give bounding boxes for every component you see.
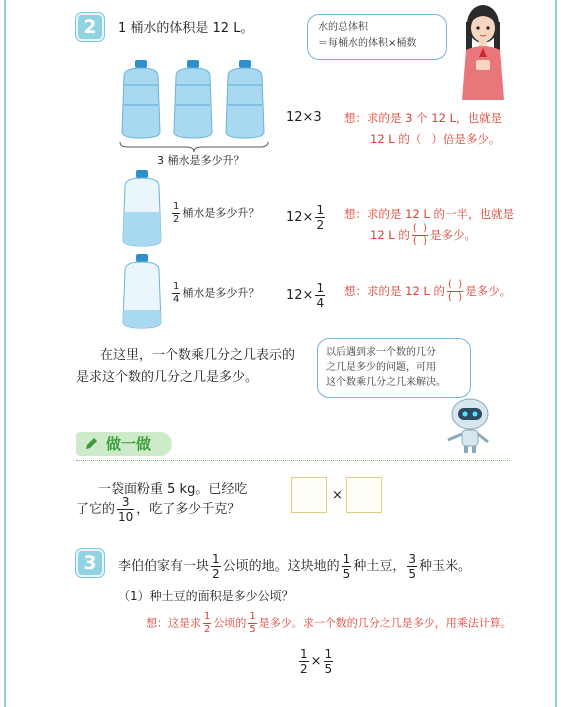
right-border: [555, 0, 557, 707]
answer-box-right[interactable]: [346, 477, 382, 513]
example-number-badge-3: 3: [76, 549, 104, 577]
practice-line-1: 一袋面粉重 5 kg。已经吃: [98, 482, 248, 497]
half-jug-question: $\frac{1}{2}$ 桶水是多少升？: [173, 201, 260, 225]
think-line-1b: 12 L 的（ ）倍是多少。: [370, 132, 501, 146]
times-sign: ×: [332, 488, 343, 503]
think-line-1a: 想：求的是 3 个 12 L，也就是: [344, 111, 502, 125]
robot-bubble-line3: 这个数乘几分之几来解决。: [326, 377, 446, 388]
quarter-jug-question: $\frac{1}{4}$ 桶水是多少升？: [173, 281, 260, 305]
example-number-badge: 2: [76, 13, 104, 41]
pencil-icon: [84, 437, 98, 451]
think-line-2b: 12 L 的 $\frac{( )}{( )}$ 是多少。: [370, 223, 477, 247]
think-line-2a: 想：求的是 12 L 的一半，也就是: [344, 207, 515, 221]
half-filled-jug: [119, 168, 165, 248]
girl-bubble-line2: ＝每桶水的体积×桶数: [318, 38, 417, 49]
three-water-jugs: [118, 58, 270, 140]
example-intro: 1 桶水的体积是 12 L。: [118, 21, 254, 36]
girl-bubble-line1: 水的总体积: [318, 22, 368, 33]
answer-box-left[interactable]: [291, 477, 327, 513]
example3-statement: 李伯伯家有一块 $\frac{1}{2}$ 公顷的地。这块地的 $\frac{1}{5}$ 种土豆， $\frac{3}{5}$ 种玉米。: [118, 552, 471, 581]
practice-divider: [76, 460, 510, 461]
section3-expression: $\frac{1}{2}$ × $\frac{1}{5}$: [300, 647, 333, 676]
practice-line-2: 了它的 $\frac{3}{10}$ ，吃了多少千克？: [76, 495, 241, 524]
robot-speech-bubble: [317, 338, 471, 398]
summary-line-1: 在这里，一个数乘几分之几表示的: [100, 348, 296, 363]
question-1: （1）种土豆的面积是多少公顷？: [118, 589, 294, 603]
left-border: [4, 0, 6, 707]
quarter-filled-jug: [119, 252, 165, 330]
robot-bubble-line2: 之几是多少的问题，可用: [326, 362, 436, 373]
girl-speech-bubble: [307, 14, 447, 60]
expression-12x-half: 12× $\frac{1}{2}$: [286, 203, 325, 232]
robot-illustration: [442, 396, 498, 454]
expression-12x3: 12×3: [286, 110, 322, 125]
brace-label: 3 桶水是多少升？: [157, 154, 245, 167]
expression-12x-quarter: 12× $\frac{1}{4}$: [286, 281, 325, 310]
girl-illustration: [452, 2, 514, 102]
think-section3: 想：这是求 $\frac{1}{2}$ 公顷的 $\frac{1}{5}$ 是多少。求一个数的几分之几是多少，用乘法计算。: [146, 611, 512, 635]
robot-bubble-line1: 以后遇到求一个数的几分: [326, 347, 436, 358]
summary-line-2: 是求这个数的几分之几是多少。: [76, 370, 259, 385]
practice-section-header: 做一做: [76, 432, 172, 456]
think-line-3: 想：求的是 12 L 的 $\frac{( )}{( )}$ 是多少。: [344, 279, 512, 303]
